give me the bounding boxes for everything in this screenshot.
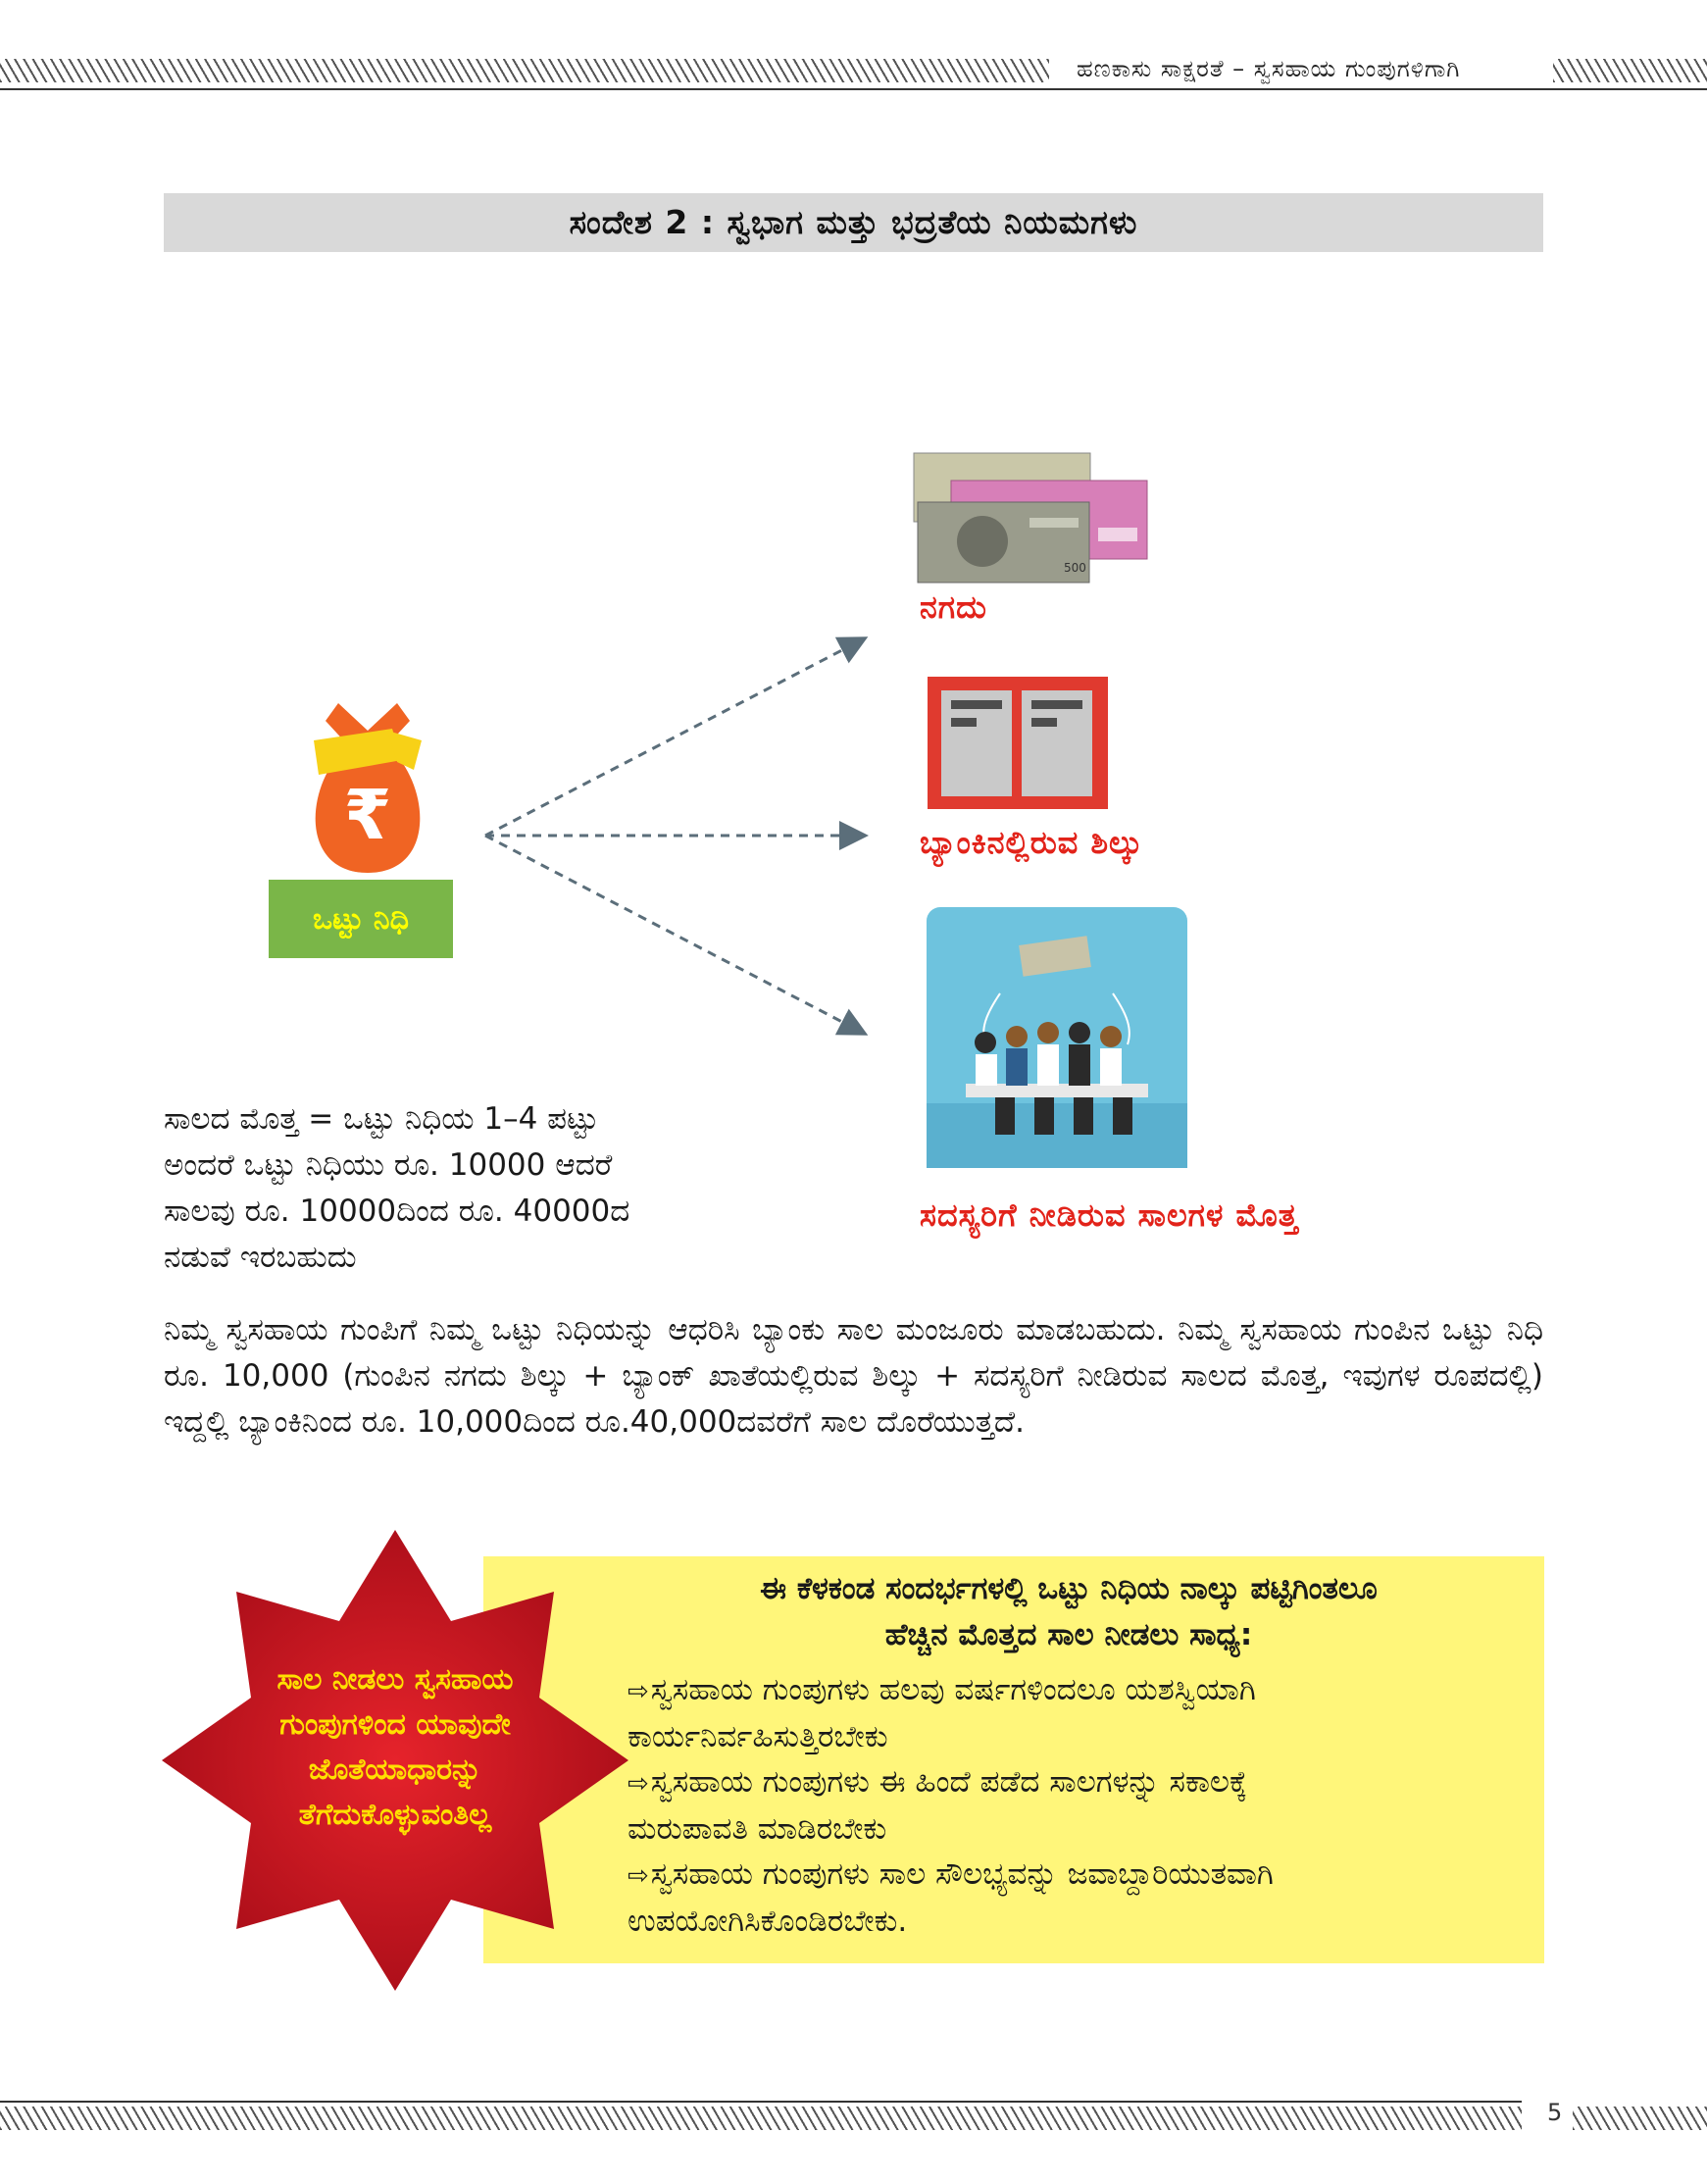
footer-rule	[0, 2101, 1522, 2103]
money-bag-icon	[294, 691, 441, 878]
branch-arrows	[471, 618, 882, 1049]
conditions-list	[628, 1667, 1510, 1944]
arrow-to-loans	[485, 836, 863, 1033]
loan-amount-note: ಸಾಲದ ಮೊತ್ತ = ಒಟ್ಟು ನಿಧಿಯ 1–4 ಪಟ್ಟು ಅಂದರೆ ಒಟ್ಟು ನಿಧಿಯು ರೂ. 10000 ಆದರೆ ಸಾಲವು ರೂ. 10000ದಿಂದ ರೂ. 40000ದ ನಡುವೆ ಇರಬಹುದು	[164, 1101, 630, 1275]
bank-passbook-icon	[928, 677, 1108, 809]
list-item: ⇨ಸ್ವಸಹಾಯ ಗುಂಪುಗಳು ಈ ಹಿಂದೆ ಪಡೆದ ಸಾಲಗಳನ್ನು ಸಕಾಲಕ್ಕೆ ಮರುಪಾವತಿ ಮಾಡಿರಬೇಕು	[628, 1764, 1248, 1847]
header-rule	[0, 88, 1707, 90]
section-title: ಸಂದೇಶ 2 : ಸ್ವಭಾಗ ಮತ್ತು ಭದ್ರತೆಯ ನಿಯಮಗಳು	[164, 193, 1543, 252]
cash-label: ನಗದು	[920, 588, 987, 626]
header-hatch-right	[1553, 59, 1707, 82]
bank-balance-label: ಬ್ಯಾಂಕಿನಲ್ಲಿರುವ ಶಿಲ್ಕು	[920, 824, 1143, 861]
group-meeting-icon	[927, 907, 1187, 1168]
arrow-right-icon: ⇨	[628, 1861, 649, 1891]
page-number: 5	[1547, 2099, 1563, 2126]
body-paragraph: ನಿಮ್ಮ ಸ್ವಸಹಾಯ ಗುಂಪಿಗೆ ನಿಮ್ಮ ಒಟ್ಟು ನಿಧಿಯನ್ನು ಆಧರಿಸಿ ಬ್ಯಾಂಕು ಸಾಲ ಮಂಜೂರು ಮಾಡಬಹುದು. ನಿಮ್ಮ ಸ್ವಸಹಾಯ ಗುಂಪಿನ ಒಟ್ಟು ನಿಧಿ ರೂ. 10,000 (ಗುಂಪಿನ ನಗದು ಶಿಲ್ಕು + ಬ್ಯಾಂಕ್ ಖಾತೆಯಲ್ಲಿರುವ ಶಿಲ್ಕು + ಸದಸ್ಯರಿಗೆ ನೀಡಿರುವ ಸಾಲದ ಮೊತ್ತ, ಇವುಗಳ ರೂಪದಲ್ಲಿ) ಇದ್ದಲ್ಲಿ ಬ್ಯಾಂಕಿನಿಂದ ರೂ. 10,000ದಿಂದ ರೂ.40,000ದವರೆಗೆ ಸಾಲ ದೊರೆಯುತ್ತದೆ.	[164, 1312, 1543, 1440]
list-item: ⇨ಸ್ವಸಹಾಯ ಗುಂಪುಗಳು ಹಲವು ವರ್ಷಗಳಿಂದಲೂ ಯಶಸ್ವಿಯಾಗಿ ಕಾರ್ಯನಿರ್ವಹಿಸುತ್ತಿರಬೇಕು	[628, 1672, 1256, 1754]
rupee-symbol: ₹	[343, 775, 392, 855]
footer-hatch-left	[0, 2107, 1522, 2130]
running-header: ಹಣಕಾಸು ಸಾಕ್ಷರತೆ – ಸ್ವಸಹಾಯ ಗುಂಪುಗಳಿಗಾಗಿ	[1077, 55, 1461, 82]
svg-text:500: 500	[1064, 561, 1086, 575]
total-fund-label: ಒಟ್ಟು ನಿಧಿ	[269, 880, 453, 958]
list-item: ⇨ಸ್ವಸಹಾಯ ಗುಂಪುಗಳು ಸಾಲ ಸೌಲಭ್ಯವನ್ನು ಜವಾಬ್ದಾರಿಯುತವಾಗಿ ಉಪಯೋಗಿಸಿಕೊಂಡಿರಬೇಕು.	[628, 1856, 1274, 1939]
arrow-to-cash	[485, 639, 863, 836]
footer-hatch-right	[1573, 2107, 1707, 2130]
header-hatch-left	[0, 59, 1049, 82]
conditions-heading: ಈ ಕೆಳಕಂಡ ಸಂದರ್ಭಗಳಲ್ಲಿ ಒಟ್ಟು ನಿಧಿಯ ನಾಲ್ಕು ಪಟ್ಟಿಗಿಂತಲೂ ಹೆಚ್ಚಿನ ಮೊತ್ತದ ಸಾಲ ನೀಡಲು ಸಾಧ್ಯ:	[760, 1571, 1378, 1652]
arrow-right-icon: ⇨	[628, 1677, 649, 1706]
arrow-right-icon: ⇨	[628, 1769, 649, 1799]
collateral-note: ಸಾಲ ನೀಡಲು ಸ್ವಸಹಾಯ ಗುಂಪುಗಳಿಂದ ಯಾವುದೇ ಜೊತೆಯಾಧಾರನ್ನು ತೆಗೆದುಕೊಳ್ಳುವಂತಿಲ್ಲ	[276, 1662, 514, 1832]
cash-icon	[912, 449, 1157, 586]
member-loans-label: ಸದಸ್ಯರಿಗೆ ನೀಡಿರುವ ಸಾಲಗಳ ಮೊತ್ತ	[920, 1196, 1299, 1234]
